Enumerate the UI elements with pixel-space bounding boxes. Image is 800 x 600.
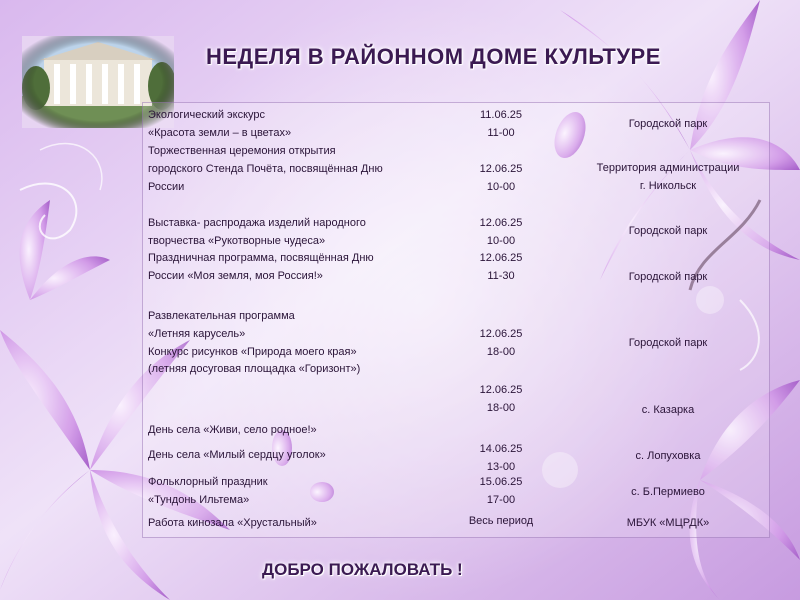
schedule-row (143, 107, 769, 143)
event-date-line: 12.06.25 (479, 384, 523, 396)
event-date-line: 18-00 (486, 401, 516, 414)
event-place (573, 484, 763, 502)
event-title (148, 447, 448, 465)
event-date-line: 14.06.25 (479, 443, 523, 455)
event-place (573, 335, 763, 353)
event-title (148, 515, 448, 533)
event-title (148, 308, 448, 379)
event-date-line: Весь период (468, 515, 534, 527)
page-title: НЕДЕЛЯ В РАЙОННОМ ДОМЕ КУЛЬТУРЕ (206, 44, 661, 69)
event-date (461, 474, 541, 510)
schedule-row (143, 308, 769, 380)
schedule-row (143, 474, 769, 512)
event-title-line: «Тундонь Ильтема» (148, 493, 250, 506)
event-date (461, 250, 541, 286)
event-date (461, 441, 541, 477)
event-date-line: 11-00 (487, 126, 515, 139)
event-place (573, 116, 763, 134)
event-title (148, 215, 448, 251)
event-date-line: 12.06.25 (479, 328, 523, 340)
event-title-line: День села «Милый сердцу уголок» (148, 449, 326, 461)
schedule-row (143, 143, 769, 213)
event-title-line: Выставка- распродажа изделий народного (148, 217, 366, 229)
event-place-line: Территория администрации (596, 162, 740, 175)
event-date-line: 17-00 (486, 493, 516, 506)
event-title-line: России «Моя земля, моя Россия!» (148, 269, 323, 282)
event-place (573, 402, 763, 420)
event-title-line: Праздничная программа, посвящённая Дню (148, 252, 374, 264)
schedule-row (143, 215, 769, 249)
schedule-row (143, 250, 769, 306)
event-place-line: Городской парк (628, 118, 708, 131)
event-place (573, 269, 763, 287)
event-title (148, 250, 448, 286)
event-title-line: Конкурс рисунков «Природа моего края» (148, 345, 357, 358)
event-place-line: Городской парк (628, 225, 708, 238)
event-date-line: 12.06.25 (479, 163, 523, 175)
event-title-line: Работа кинозала «Хрустальный» (148, 517, 317, 529)
event-title (148, 143, 448, 196)
event-title (148, 107, 448, 143)
event-title-line: «Красота земли – в цветах» (148, 126, 292, 139)
event-date (461, 161, 541, 197)
event-title-line: Торжественная церемония открытия (148, 145, 336, 157)
event-place (573, 448, 763, 466)
event-place-line: г. Никольск (639, 180, 697, 192)
event-title-line: городского Стенда Почёта, посвящённая Дню (148, 162, 383, 175)
event-date-line: 10-00 (486, 180, 516, 193)
schedule-row (143, 441, 769, 473)
event-date-line: 15.06.25 (479, 476, 523, 488)
event-date (461, 382, 541, 418)
welcome-footer: ДОБРО ПОЖАЛОВАТЬ ! (262, 560, 463, 579)
event-title (148, 422, 448, 440)
event-date (461, 107, 541, 143)
event-title-line: России (148, 180, 185, 193)
event-place-line: Городской парк (628, 271, 708, 284)
event-place (573, 515, 763, 533)
event-place-line: с. Б.Пермиево (631, 486, 705, 499)
event-title-line: «Летняя карусель» (148, 327, 246, 340)
event-place-line: Городской парк (628, 337, 708, 350)
event-date-line: 12.06.25 (479, 252, 523, 264)
event-place-line: с. Казарка (641, 404, 695, 417)
event-date-line: 13-00 (486, 460, 516, 473)
event-date-line: 11-30 (487, 269, 515, 282)
event-title-line: творчества «Рукотворные чудеса» (148, 234, 326, 247)
event-title-line: Экологический экскурс (148, 109, 266, 121)
event-place (573, 160, 763, 196)
schedule-row (143, 382, 769, 440)
event-date (461, 215, 541, 251)
schedule-table (142, 102, 770, 538)
event-date-line: 11.06.25 (479, 109, 522, 121)
event-place-line: МБУК «МЦРДК» (626, 517, 710, 530)
event-title-line: День села «Живи, село родное!» (148, 424, 317, 436)
event-title (148, 474, 448, 510)
event-date-line: 10-00 (486, 234, 516, 247)
event-date-line: 18-00 (486, 345, 516, 358)
event-place (573, 223, 763, 241)
event-date (461, 513, 541, 531)
event-date-line: 12.06.25 (479, 217, 523, 229)
event-title-line: Фольклорный праздник (148, 476, 268, 488)
event-title-line: (летняя досуговая площадка «Горизонт») (148, 363, 361, 376)
event-title-line: Развлекательная программа (148, 310, 295, 322)
event-place-line: с. Лопуховка (635, 450, 701, 463)
event-date (461, 326, 541, 362)
schedule-row (143, 513, 769, 535)
